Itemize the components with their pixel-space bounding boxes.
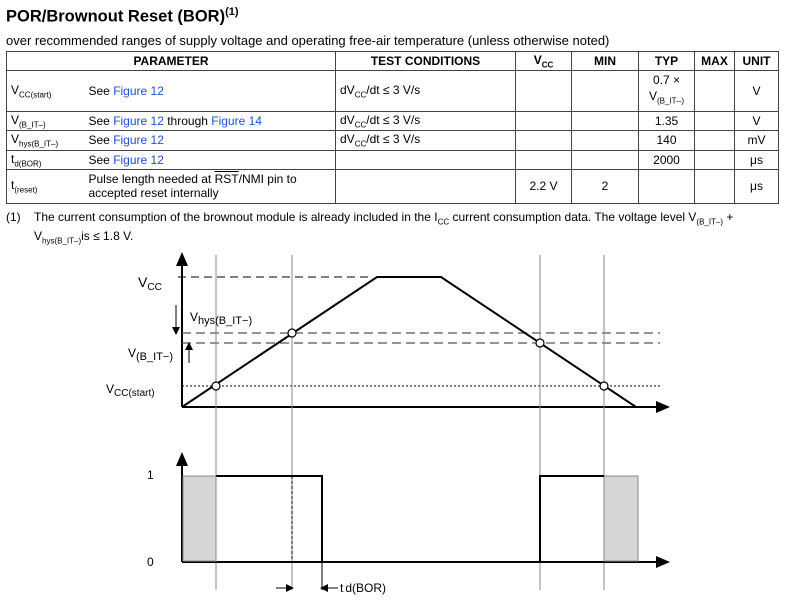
reset-x-axis-arrow — [656, 556, 670, 568]
vhys-label: Vhys(B_IT−) — [190, 310, 253, 327]
figure-link[interactable]: Figure 14 — [211, 113, 262, 128]
figure-link[interactable]: Figure 12 — [113, 113, 164, 128]
vccstart-label: $V_{CC(start)}$ — [106, 382, 155, 399]
param-symbol: $t_{d(BOR)}$ — [7, 150, 85, 169]
figure-link[interactable]: Figure 12 — [113, 133, 164, 148]
cell-typ: 1.35 — [639, 111, 695, 130]
header-max: MAX — [695, 52, 735, 71]
param-symbol: $t_{(reset)}$ — [7, 169, 85, 203]
figure-link[interactable]: Figure 12 — [113, 84, 164, 99]
crossing-marker — [600, 382, 608, 390]
undefined-region-left — [183, 476, 216, 561]
cell-unit: mV — [735, 131, 779, 150]
reset-pulse-first — [216, 476, 322, 562]
cell-typ: 140 — [639, 131, 695, 150]
page-title: POR/Brownout Reset (BOR)$^{(1)}$ — [6, 6, 239, 26]
title-footnote-marker: (1) — [225, 6, 239, 18]
cell-typ: 0.7 × $V_{(B\_IT--)}$ — [639, 71, 695, 111]
reset-y-axis-arrow — [176, 452, 188, 466]
cell-unit: μs — [735, 150, 779, 169]
param-description: See Figure 12 — [85, 131, 336, 150]
voltage-x-axis-arrow — [656, 401, 670, 413]
footnote: (1) The current consumption of the brownout module is already included in the $I_{CC}$ current consumption data. The voltage level $V_{(B\_IT-)}$ + $V_{hys(B\_IT-)}is \le 1.8$ V. — [6, 210, 776, 249]
test-condition: $dV_{CC}/dt \le 3$ V/s — [336, 71, 516, 111]
param-symbol: $V_{CC(start)}$ — [7, 71, 85, 111]
param-description: See Figure 12 — [85, 150, 336, 169]
crossing-marker — [212, 382, 220, 390]
cell-unit: V — [735, 71, 779, 111]
vcc-ramp-curve — [182, 277, 636, 407]
level-zero-label: 0 — [147, 555, 154, 569]
header-parameter: PARAMETER — [7, 52, 336, 71]
param-symbol: $V_{hys(B\_IT-)}$ — [7, 131, 85, 150]
test-condition: $dV_{CC}/dt \le 3$ V/s — [336, 111, 516, 130]
cell-unit: V — [735, 111, 779, 130]
vbit-label: V(B_IT−) — [128, 346, 173, 363]
param-description: See Figure 12 through Figure 14 — [85, 111, 336, 130]
cell-unit: μs — [735, 169, 779, 203]
cell-vcc: 2.2 V — [516, 169, 572, 203]
figure-link[interactable]: Figure 12 — [113, 152, 164, 167]
header-test-conditions: TEST CONDITIONS — [336, 52, 516, 71]
param-description: Pulse length needed at $\overline{RST}$/NMI pin to accepted reset internally — [85, 169, 336, 203]
level-one-label: 1 — [147, 468, 154, 482]
undefined-region-right — [604, 476, 638, 561]
test-condition: $dV_{CC}/dt \le 3$ V/s — [336, 131, 516, 150]
voltage-y-axis-arrow — [176, 252, 188, 266]
header-min: MIN — [572, 52, 639, 71]
rst-signal-name: $\overline{RST}$ — [214, 172, 239, 187]
td-bor-label: t d(BOR) — [340, 581, 387, 595]
header-vcc: $V_{CC}$ — [516, 52, 572, 71]
table-subtitle: over recommended ranges of supply voltage and operating free-air temperature (unless otherwise noted) — [6, 33, 610, 48]
crossing-marker — [288, 329, 296, 337]
footnote-number: (1) — [6, 210, 21, 224]
header-typ: TYP — [639, 52, 695, 71]
crossing-marker — [536, 339, 544, 347]
param-description: See Figure 12 — [85, 71, 336, 111]
cell-min: 2 — [572, 169, 639, 203]
reset-pulse-second — [540, 476, 604, 562]
param-symbol: $V_{(B\_IT-)}$ — [7, 111, 85, 130]
header-unit: UNIT — [735, 52, 779, 71]
cell-typ: 2000 — [639, 150, 695, 169]
vcc-label: $V_{CC}$ — [138, 274, 162, 293]
